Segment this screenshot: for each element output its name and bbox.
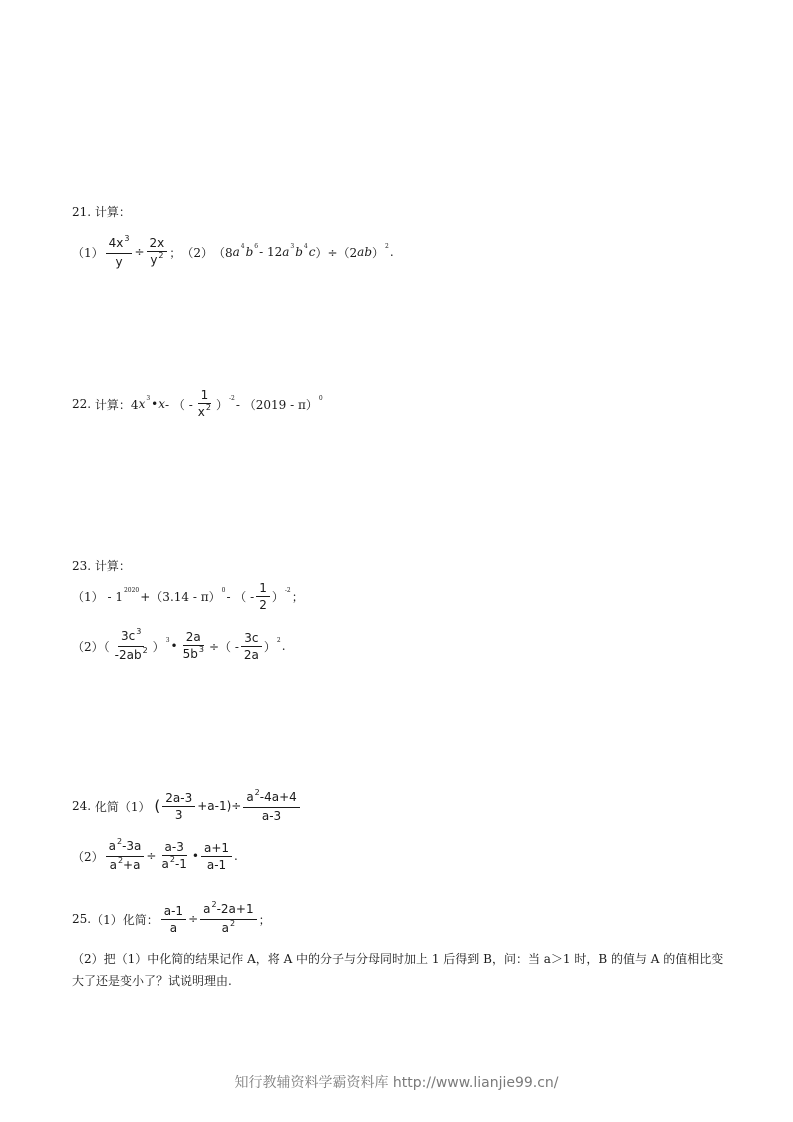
exponent: 3 <box>198 644 204 654</box>
exponent: 3 <box>146 394 151 402</box>
q25-number: 25. <box>72 912 92 926</box>
divide-sign: ÷ <box>134 245 145 259</box>
q25-fraction-2 <box>200 901 256 938</box>
q21-fraction-1 <box>106 235 133 270</box>
numerator: a <box>203 901 211 916</box>
q21-part2-open: （8 <box>212 245 233 260</box>
denominator: 2a <box>243 647 259 662</box>
numerator: a <box>108 838 116 853</box>
q24-part2-label: （2） <box>72 849 104 864</box>
denominator: a <box>169 920 178 935</box>
numerator: 2a <box>183 629 204 646</box>
q22-title: 计算：4 <box>94 397 139 412</box>
dot-operator: • <box>151 397 159 411</box>
q21-fraction-2 <box>147 235 168 270</box>
var-c: c <box>308 245 316 259</box>
close-paren: ） <box>215 397 228 412</box>
numerator: 1 <box>198 387 212 404</box>
close-paren: ） <box>271 589 284 604</box>
denominator: a <box>109 857 117 872</box>
numerator-rest: -4a+4 <box>259 789 297 804</box>
exponent: 2020 <box>123 586 140 594</box>
q21-expression <box>72 232 394 272</box>
var-b: b <box>245 245 254 259</box>
close-paren: ） <box>372 245 385 260</box>
exponent: -2 <box>229 394 235 402</box>
denominator-rest: +a <box>123 857 141 872</box>
dot-operator: • <box>170 639 178 653</box>
q22-number: 22. <box>72 397 92 411</box>
exponent: 2 <box>117 836 123 846</box>
exponent: 3 <box>136 626 142 636</box>
exponent: 2 <box>211 899 217 909</box>
q23-number: 23. <box>72 558 92 573</box>
separator: ； <box>169 245 182 260</box>
q25-part2-text: （2）把（1）中化简的结果记作 A，将 A 中的分子与分母同时加上 1 后得到 B，问：当 a＞1 时，B 的值与 A 的值相比变大了还是变小了？试说明理由. <box>72 952 724 988</box>
q25-title: （1）化简： <box>91 912 159 927</box>
divide-sign: ÷ <box>146 849 157 863</box>
exponent: 2 <box>385 242 389 250</box>
footer-watermark: 知行教辅资料学霸资料库 http://www.lianjie99.cn/ <box>234 1075 559 1091</box>
denominator-rest: -1 <box>174 856 187 871</box>
exponent: 0 <box>318 394 323 402</box>
q21-title: 计算： <box>94 205 131 219</box>
exponent: 2 <box>276 636 281 644</box>
minus-term: - 12 <box>259 245 283 259</box>
close-paren: ） <box>263 639 276 654</box>
exponent: 2 <box>117 855 124 865</box>
denominator: y <box>115 254 123 269</box>
exponent: 0 <box>221 586 226 594</box>
exponent: 2 <box>142 645 148 655</box>
var-x: x <box>158 397 166 411</box>
denominator: a <box>161 856 169 871</box>
numerator: a-1 <box>161 903 186 920</box>
tail-term: - （2019 - π） <box>235 397 318 412</box>
q24-part1-fraction-1 <box>162 790 195 823</box>
q25-part1 <box>72 898 271 940</box>
period: . <box>234 849 238 863</box>
numerator: a <box>246 789 254 804</box>
numerator: 2x <box>147 235 168 252</box>
period: . <box>389 245 394 259</box>
denominator: 5b <box>182 646 198 661</box>
q25-fraction-1 <box>161 903 186 936</box>
exponent: 3 <box>165 636 170 644</box>
exponent: 2 <box>169 854 175 864</box>
numerator: 3c <box>120 628 136 643</box>
q22-expression <box>72 384 324 424</box>
var-a: a <box>282 245 290 259</box>
numerator: a+1 <box>201 840 232 857</box>
close-divide: ）÷（2 <box>315 245 358 260</box>
var-ab: ab <box>357 245 373 259</box>
plus-term: +a-1)÷ <box>197 799 242 813</box>
var-a: a <box>232 245 240 259</box>
denominator: a <box>221 920 229 935</box>
q24-part2 <box>72 835 238 877</box>
q23-part1-fraction <box>256 580 270 613</box>
q23-heading <box>72 557 131 574</box>
exponent: 4 <box>303 242 308 250</box>
q21-part2-label: （2） <box>181 245 213 260</box>
denominator: 2 <box>259 597 267 612</box>
denominator: a-3 <box>261 808 282 823</box>
q22-fraction <box>195 387 214 422</box>
q23-part1 <box>72 578 304 614</box>
denominator: -2ab <box>114 647 142 662</box>
q24-part2-fraction-3 <box>201 840 232 873</box>
exponent: 3 <box>124 233 130 243</box>
divide-term: ÷（ - <box>208 639 239 654</box>
numerator: 1 <box>256 580 270 597</box>
q24-number: 24. <box>72 799 92 813</box>
minus-term: - （ - <box>226 589 255 604</box>
divide-sign: ÷ <box>188 912 199 926</box>
semicolon: ； <box>291 589 304 604</box>
q23-part2 <box>72 625 286 667</box>
close-paren: ） <box>152 639 165 654</box>
period: . <box>281 639 286 653</box>
q23-part2-label: （2）（ <box>72 639 110 654</box>
q24-title: 化简（1） <box>94 799 151 814</box>
numerator: a-3 <box>162 839 187 856</box>
var-b: b <box>295 245 303 259</box>
exponent: -2 <box>284 586 291 594</box>
exponent: 6 <box>254 242 259 250</box>
exponent: 4 <box>240 242 245 250</box>
open-paren: ( <box>154 797 161 815</box>
numerator: 2a-3 <box>162 790 195 807</box>
exponent: 2 <box>158 250 164 260</box>
q24-part2-fraction-1 <box>106 838 145 875</box>
denominator: 3 <box>174 807 183 822</box>
q23-part2-fraction-2 <box>180 629 207 664</box>
semicolon: ； <box>258 912 271 927</box>
exponent: 3 <box>290 242 295 250</box>
exponent: 2 <box>205 402 211 412</box>
q21-number: 21. <box>72 204 92 219</box>
q21-part1-label: （1） <box>72 245 104 260</box>
numerator: 3c <box>241 630 261 647</box>
exponent: 2 <box>229 918 236 928</box>
minus-term: - （ - <box>165 397 193 412</box>
q23-title: 计算： <box>94 559 131 573</box>
dot-operator: • <box>191 849 199 863</box>
denominator: a-1 <box>206 857 227 872</box>
mid-term: +（3.14 - π） <box>140 589 221 604</box>
q24-part1-fraction-2 <box>243 789 299 824</box>
q23-part2-fraction-3 <box>241 630 262 663</box>
q24-part1 <box>72 786 302 826</box>
var-x: x <box>138 397 146 411</box>
numerator-rest: -2a+1 <box>216 901 254 916</box>
numerator: 4x <box>108 235 124 250</box>
q21-heading <box>72 203 131 220</box>
q23-part1-label: （1） - 1 <box>72 589 123 604</box>
exponent: 2 <box>254 787 260 797</box>
numerator-rest: -3a <box>122 838 142 853</box>
q24-part2-fraction-2 <box>158 839 189 874</box>
denominator: x <box>197 404 205 419</box>
denominator: y <box>150 252 158 267</box>
q23-part2-fraction-1 <box>112 628 151 665</box>
